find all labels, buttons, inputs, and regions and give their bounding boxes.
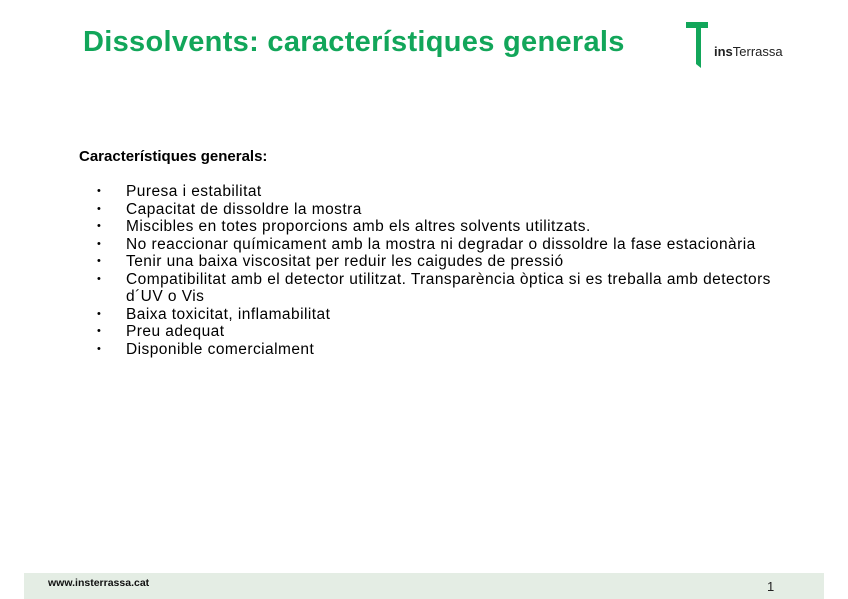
ins-terrassa-logo (686, 22, 796, 72)
footer-url: www.insterrassa.cat (48, 577, 150, 589)
slide-title: Dissolvents: característiques generals (83, 26, 625, 58)
logo-prefix: ins (714, 44, 733, 59)
list-item (97, 253, 777, 271)
characteristics-list (97, 183, 777, 358)
list-item-text: Tenir una baixa viscositat per reduir les caigudes de pressió (126, 253, 564, 270)
bullet-dot-icon: • (97, 185, 102, 197)
footer-bar (24, 573, 824, 599)
list-item (97, 271, 777, 306)
list-item-text: No reaccionar químicament amb la mostra ni degradar o dissoldre la fase estacionària (126, 235, 756, 253)
bullet-dot-icon: • (97, 202, 102, 215)
logo-text (714, 44, 783, 59)
list-item (97, 183, 777, 201)
list-item (97, 306, 777, 324)
list-item-text: Puresa i estabilitat (126, 183, 262, 200)
list-item-text: Preu adequat (126, 323, 225, 340)
bullet-dot-icon: • (97, 237, 102, 250)
bullet-dot-icon: • (97, 342, 102, 355)
list-item-text: Capacitat de dissoldre la mostra (126, 200, 362, 218)
list-item-text: Baixa toxicitat, inflamabilitat (126, 305, 331, 323)
section-heading: Característiques generals: (79, 148, 268, 165)
list-item (97, 236, 777, 254)
list-item-text: Disponible comercialment (126, 340, 315, 358)
list-item-text: Miscibles en totes proporcions amb els altres solvents utilitzats. (126, 218, 591, 235)
list-item (97, 341, 777, 359)
logo-name: Terrassa (732, 44, 783, 59)
list-item-text: Compatibilitat amb el detector utilitzat. Transparència òptica si es treballa amb detectors d´UV o Vis (126, 270, 771, 305)
bullet-dot-icon: • (97, 272, 102, 285)
bullet-dot-icon: • (97, 307, 102, 320)
bullet-dot-icon: • (97, 255, 102, 267)
list-item (97, 201, 777, 219)
logo-t-icon (686, 22, 716, 72)
list-item (97, 323, 777, 341)
page-number: 1 (767, 579, 775, 594)
bullet-dot-icon: • (97, 220, 102, 232)
bullet-dot-icon: • (97, 325, 102, 337)
list-item (97, 218, 777, 236)
